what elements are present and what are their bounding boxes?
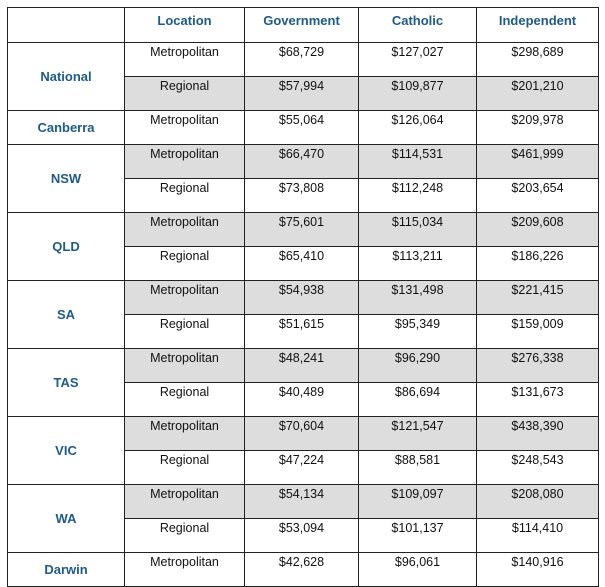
independent-cell: $140,916 — [477, 553, 599, 587]
location-cell: Metropolitan — [125, 145, 245, 179]
government-cell: $54,938 — [245, 281, 359, 315]
catholic-cell: $101,137 — [359, 519, 477, 553]
independent-cell: $131,673 — [477, 383, 599, 417]
location-cell: Metropolitan — [125, 213, 245, 247]
independent-cell: $209,608 — [477, 213, 599, 247]
government-cell: $47,224 — [245, 451, 359, 485]
government-cell: $55,064 — [245, 111, 359, 145]
header-government: Government — [245, 8, 359, 43]
government-cell: $54,134 — [245, 485, 359, 519]
independent-cell: $298,689 — [477, 43, 599, 77]
government-cell: $48,241 — [245, 349, 359, 383]
independent-cell: $461,999 — [477, 145, 599, 179]
independent-cell: $208,080 — [477, 485, 599, 519]
location-cell: Regional — [125, 383, 245, 417]
government-cell: $70,604 — [245, 417, 359, 451]
catholic-cell: $109,097 — [359, 485, 477, 519]
catholic-cell: $112,248 — [359, 179, 477, 213]
independent-cell: $248,543 — [477, 451, 599, 485]
catholic-cell: $114,531 — [359, 145, 477, 179]
government-cell: $68,729 — [245, 43, 359, 77]
government-cell: $65,410 — [245, 247, 359, 281]
catholic-cell: $127,027 — [359, 43, 477, 77]
location-cell: Regional — [125, 519, 245, 553]
location-cell: Regional — [125, 451, 245, 485]
independent-cell: $221,415 — [477, 281, 599, 315]
header-location: Location — [125, 8, 245, 43]
independent-cell: $159,009 — [477, 315, 599, 349]
catholic-cell: $88,581 — [359, 451, 477, 485]
location-cell: Metropolitan — [125, 417, 245, 451]
table-row — [8, 43, 599, 77]
table-body — [8, 43, 599, 587]
region-label: SA — [8, 281, 125, 349]
catholic-cell: $113,211 — [359, 247, 477, 281]
location-cell: Metropolitan — [125, 553, 245, 587]
header-independent: Independent — [477, 8, 599, 43]
independent-cell: $114,410 — [477, 519, 599, 553]
location-cell: Regional — [125, 77, 245, 111]
table-row — [8, 553, 599, 587]
table-row — [8, 485, 599, 519]
independent-cell: $276,338 — [477, 349, 599, 383]
catholic-cell: $96,061 — [359, 553, 477, 587]
government-cell: $53,094 — [245, 519, 359, 553]
region-label: QLD — [8, 213, 125, 281]
region-label: NSW — [8, 145, 125, 213]
independent-cell: $203,654 — [477, 179, 599, 213]
catholic-cell: $121,547 — [359, 417, 477, 451]
region-label: Darwin — [8, 553, 125, 587]
header-catholic: Catholic — [359, 8, 477, 43]
location-cell: Metropolitan — [125, 43, 245, 77]
region-label: Canberra — [8, 111, 125, 145]
region-label: TAS — [8, 349, 125, 417]
table-row — [8, 145, 599, 179]
location-cell: Metropolitan — [125, 111, 245, 145]
funding-table — [7, 7, 599, 587]
government-cell: $51,615 — [245, 315, 359, 349]
location-cell: Metropolitan — [125, 485, 245, 519]
government-cell: $66,470 — [245, 145, 359, 179]
catholic-cell: $109,877 — [359, 77, 477, 111]
independent-cell: $201,210 — [477, 77, 599, 111]
table-row — [8, 281, 599, 315]
independent-cell: $186,226 — [477, 247, 599, 281]
catholic-cell: $131,498 — [359, 281, 477, 315]
catholic-cell: $96,290 — [359, 349, 477, 383]
catholic-cell: $115,034 — [359, 213, 477, 247]
table-row — [8, 213, 599, 247]
table-row — [8, 111, 599, 145]
independent-cell: $438,390 — [477, 417, 599, 451]
government-cell: $42,628 — [245, 553, 359, 587]
government-cell: $73,808 — [245, 179, 359, 213]
independent-cell: $209,978 — [477, 111, 599, 145]
catholic-cell: $86,694 — [359, 383, 477, 417]
region-label: WA — [8, 485, 125, 553]
header-blank — [8, 8, 125, 43]
table-row — [8, 417, 599, 451]
location-cell: Regional — [125, 247, 245, 281]
government-cell: $75,601 — [245, 213, 359, 247]
catholic-cell: $126,064 — [359, 111, 477, 145]
header-row — [8, 8, 599, 43]
location-cell: Regional — [125, 179, 245, 213]
government-cell: $57,994 — [245, 77, 359, 111]
region-label: National — [8, 43, 125, 111]
location-cell: Metropolitan — [125, 349, 245, 383]
region-label: VIC — [8, 417, 125, 485]
location-cell: Metropolitan — [125, 281, 245, 315]
catholic-cell: $95,349 — [359, 315, 477, 349]
government-cell: $40,489 — [245, 383, 359, 417]
location-cell: Regional — [125, 315, 245, 349]
table-row — [8, 349, 599, 383]
